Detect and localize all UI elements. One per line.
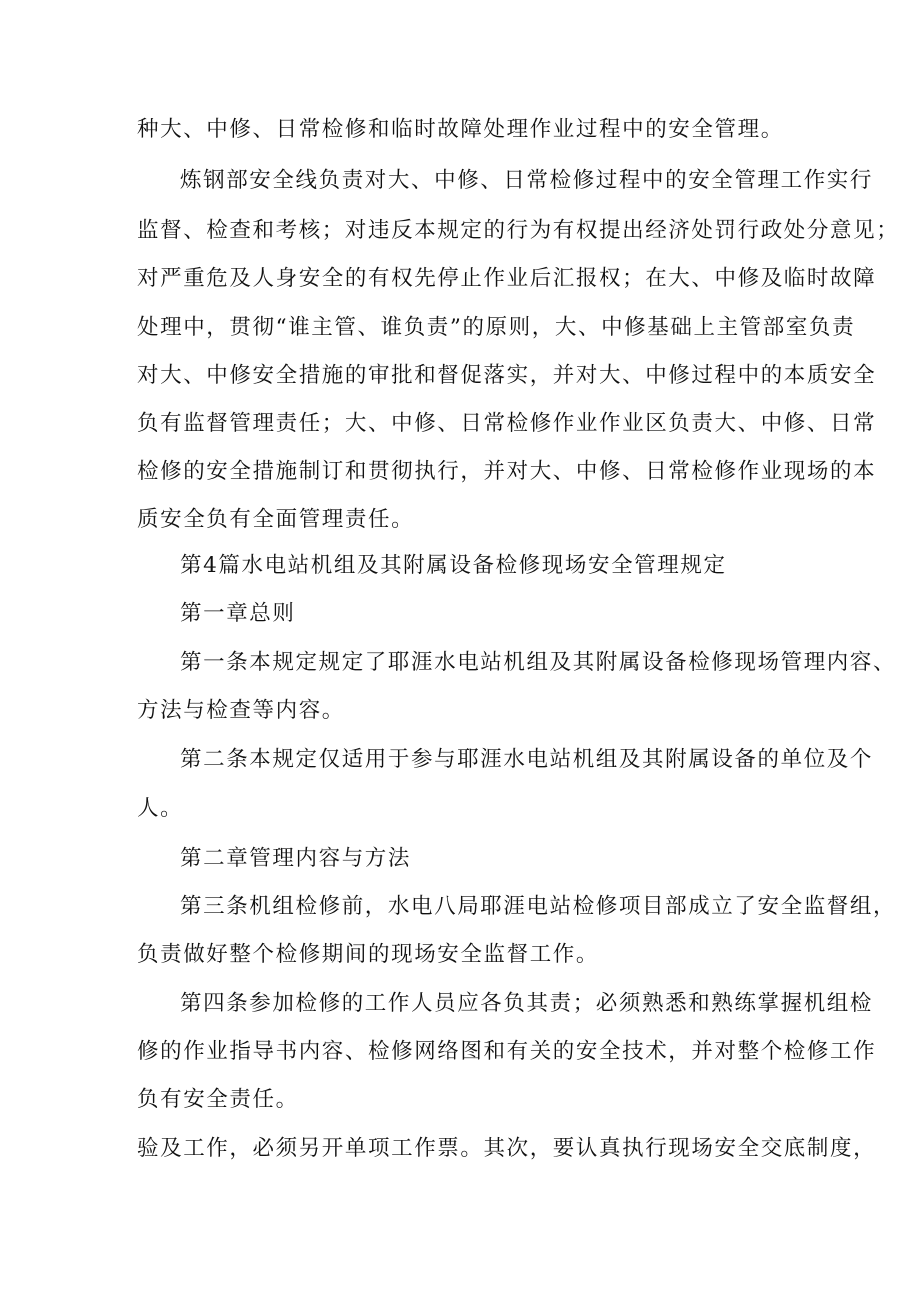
text-line: 种大、中修、日常检修和临时故障处理作业过程中的安全管理。 xyxy=(137,117,784,142)
text-line: 第三条机组检修前，水电八局耶涯电站检修项目部成立了安全监督组， xyxy=(180,894,897,919)
text-line: 验及工作，必须另开单项工作票。其次，要认真执行现场安全交底制度， xyxy=(137,1136,877,1161)
text-line: 负有安全责任。 xyxy=(137,1087,299,1112)
text-line: 检修的安全措施制订和贯彻执行，并对大、中修、日常检修作业现场的本 xyxy=(137,459,877,484)
text-line: 第二条本规定仅适用于参与耶涯水电站机组及其附属设备的单位及个 xyxy=(180,747,874,772)
text-line: 对严重危及人身安全的有权先停止作业后汇报权；在大、中修及临时故障 xyxy=(137,266,877,291)
text-line: 炼钢部安全线负责对大、中修、日常检修过程中的安全管理工作实行 xyxy=(180,168,874,193)
chapter-heading: 第二章管理内容与方法 xyxy=(180,846,412,871)
text-line: 监督、检查和考核；对违反本规定的行为有权提出经济处罚行政处分意见； xyxy=(137,218,900,243)
text-line: 对大、中修安全措施的审批和督促落实，并对大、中修过程中的本质安全 xyxy=(137,363,877,388)
text-line: 质安全负有全面管理责任。 xyxy=(137,507,415,532)
chapter-heading: 第一章总则 xyxy=(180,601,296,626)
text-line: 人。 xyxy=(137,796,184,821)
text-line: 方法与检查等内容。 xyxy=(137,698,345,723)
text-line: 第四条参加检修的工作人员应各负其责；必须熟悉和熟练掌握机组检 xyxy=(180,991,874,1016)
text-line: 负责做好整个检修期间的现场安全监督工作。 xyxy=(137,942,600,967)
text-line: 第一条本规定规定了耶涯水电站机组及其附属设备检修现场管理内容、 xyxy=(180,650,897,675)
text-line: 修的作业指导书内容、检修网络图和有关的安全技术，并对整个检修工作 xyxy=(137,1039,877,1064)
section-heading: 第4篇水电站机组及其附属设备检修现场安全管理规定 xyxy=(180,553,727,578)
text-line: 负有监督管理责任；大、中修、日常检修作业作业区负责大、中修、日常 xyxy=(137,411,877,436)
text-line: 处理中，贯彻“谁主管、谁负责”的原则，大、中修基础上主管部室负责 xyxy=(137,315,856,340)
